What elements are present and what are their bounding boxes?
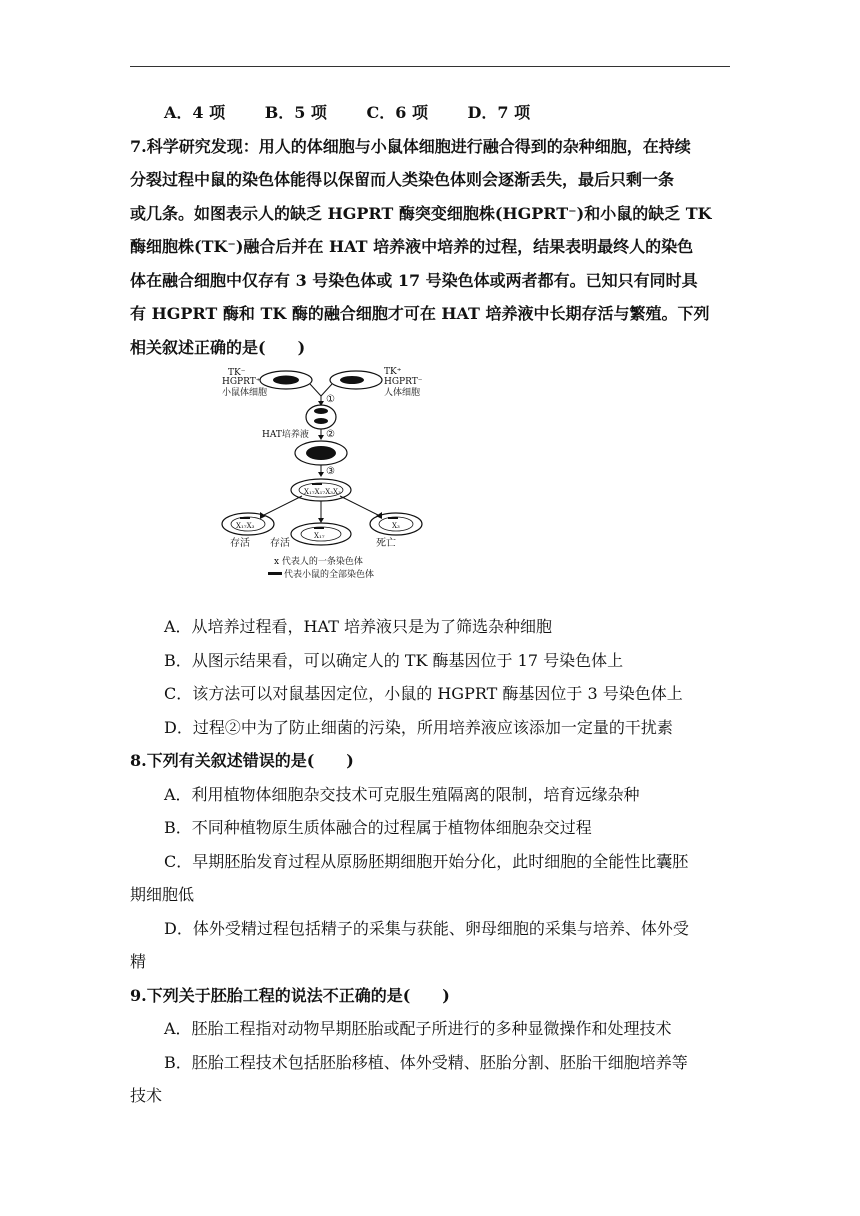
right-tk-label: TK⁺ [384,367,402,377]
q7-stem-line-1: 7.科学研究发现：用人的体细胞与小鼠体细胞进行融合得到的杂种细胞，在持续 [130,136,691,156]
right-hgprt-label: HGPRT⁻ [384,377,423,387]
mouse-nucleus [273,376,299,385]
fused-nucleus-top [314,408,328,414]
middle-result-chromosomes: X₁₇ [314,532,325,540]
central-chromosomes: X₁₇X₁₇X₃X₃ [304,488,341,496]
q8-option-c: C．早期胚胎发育过程从原肠胚期细胞开始分化，此时细胞的全能性比囊胚 [164,851,689,871]
header-rule [130,66,730,67]
q9-option-b: B．胚胎工程技术包括胚胎移植、体外受精、胚胎分割、胚胎干细胞培养等 [164,1052,688,1072]
q9-stem: 9.下列关于胚胎工程的说法不正确的是( ) [130,985,450,1005]
fused-nucleus-bottom [314,418,328,424]
q6-option-a: A．4 项 [164,103,226,122]
human-nucleus [340,376,364,384]
q8-option-b: B．不同种植物原生质体融合的过程属于植物体细胞杂交过程 [164,818,592,837]
arrow-branch-left [262,496,302,516]
q8-option-c-cont: 期细胞低 [130,885,195,904]
arrow-branch-right [340,496,380,516]
q8-option-d: D．体外受精过程包括精子的采集与获能、卵母细胞的采集与培养、体外受 [164,918,689,938]
q7-option-b: B．从图示结果看，可以确定人的 TK 酶基因位于 17 号染色体上 [164,650,624,670]
left-tk-label: TK⁻ [228,368,246,378]
q6-option-d: D．7 项 [467,103,531,122]
step-2-label: ② [326,429,335,440]
right-result-chromosomes: X₃ [392,522,400,530]
q7-stem-line-6: 有 HGPRT 酶和 TK 酶的融合细胞才可在 HAT 培养液中长期存活与繁殖。下列 [130,304,710,323]
q7-stem-line-4: 酶细胞株(TK⁻)融合后并在 HAT 培养液中培养的过程，结果表明最终人的染色 [130,237,694,256]
mouse-cell-label: 小鼠体细胞 [222,388,268,398]
legend-mouse-chromosomes: 代表小鼠的全部染色体 [284,570,375,580]
q7-stem-line-5: 体在融合细胞中仅存有 3 号染色体或 17 号染色体或两者都有。已知只有同时具 [130,270,698,290]
legend-mouse-bar [268,572,282,575]
q6-option-c: C．6 项 [366,103,428,122]
q8-option-a: A．利用植物体细胞杂交技术可克服生殖隔离的限制，培育远缘杂种 [164,784,640,804]
step-3-label: ③ [326,466,335,477]
cell-fusion-diagram [218,366,438,610]
q7-option-c: C．该方法可以对鼠基因定位，小鼠的 HGPRT 酶基因位于 3 号染色体上 [164,684,683,703]
middle-status: 存活 [270,538,290,549]
step-1-label: ① [326,394,335,405]
hat-medium-label: HAT培养液 [262,430,309,440]
q8-option-d-cont: 精 [130,952,147,971]
arrow-left-merge [310,384,321,396]
middle-mouse-bar [314,527,324,529]
central-mouse-bar [312,483,322,485]
q8-stem: 8.下列有关叙述错误的是( ) [130,751,354,770]
q7-stem-line-7: 相关叙述正确的是( ) [130,337,306,357]
right-status: 死亡 [376,538,396,549]
hybrid-nucleus [306,446,336,460]
arrowhead-3 [318,472,324,477]
left-mouse-bar [240,517,250,519]
q7-option-d: D．过程②中为了防止细菌的污染，所用培养液应该添加一定量的干扰素 [164,717,673,737]
q6-options-row [130,96,730,130]
q7-stem-line-3: 或几条。如图表示人的缺乏 HGPRT 酶突变细胞株(HGPRT⁻)和小鼠的缺乏 TK [130,203,712,223]
document-page [130,96,730,1113]
q9-option-a: A．胚胎工程指对动物早期胚胎或配子所进行的多种显微操作和处理技术 [164,1019,672,1038]
q7-option-a: A．从培养过程看，HAT 培养液只是为了筛选杂种细胞 [164,617,552,636]
legend-human-chromosome: x 代表人的一条染色体 [274,557,363,567]
arrowhead-2 [318,435,324,440]
right-mouse-bar [388,517,398,519]
left-hgprt-label: HGPRT⁺ [222,377,261,387]
q6-option-b: B．5 项 [264,103,327,122]
arrowhead-branch-middle [318,518,324,523]
left-result-chromosomes: X₁₇X₃ [236,522,255,530]
human-cell-label: 人体细胞 [384,388,421,398]
q7-stem-line-2: 分裂过程中鼠的染色体能得以保留而人类染色体则会逐渐丢失，最后只剩一条 [130,170,675,189]
q9-option-b-cont: 技术 [130,1086,163,1105]
left-status: 存活 [230,538,250,549]
cell-fusion-figure [130,364,730,610]
